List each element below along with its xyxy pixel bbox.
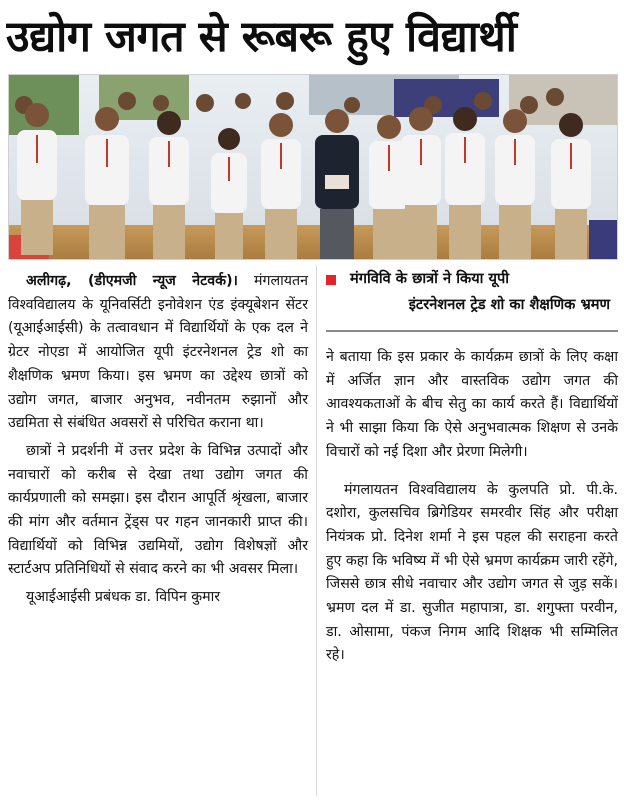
article-right-column bbox=[326, 266, 618, 668]
column-divider bbox=[316, 266, 317, 796]
article-paragraph-1 bbox=[8, 270, 308, 436]
side-heading-line-2: इंटरनेशनल ट्रेड शो का शैक्षणिक भ्रमण bbox=[408, 296, 610, 313]
article-left-column bbox=[8, 266, 308, 610]
dateline: अलीगढ़, (डीएमजी न्यूज नेटवर्क)। bbox=[26, 273, 238, 289]
group-photo-illustration bbox=[9, 75, 618, 260]
side-heading-line-1: मंगविवि के छात्रों ने किया यूपी bbox=[350, 270, 510, 287]
article-paragraph-5: मंगलायतन विश्वविद्यालय के कुलपति प्रो. पी.के. दशोरा, कुलसचिव ब्रिगेडियर समरवीर सिंह और परीक्षा नियंत्रक प्रो. दिनेश शर्मा ने इस पहल की सराहना करते हुए कहा कि भविष्य में भी ऐसे भ्रमण कार्यक्रम जारी रहेंगे, जिससे छात्र सीधे नवाचार और उद्योग जगत से जुड़ सकें। भ्रमण दल में डा. सुजीत महापात्रा, डा. शगुफ्ता परवीन, डा. ओसामा, पंकज निगम आदि शिक्षक भी सम्मिलित रहे। bbox=[326, 481, 618, 664]
article-paragraph-2: छात्रों ने प्रदर्शनी में उत्तर प्रदेश के विभिन्न उत्पादों और नवाचारों को करीब से देखा तथा उद्योग जगत की कार्यप्रणाली को समझा। इस दौरान आपूर्ति श्रृंखला, बाजार की मांग और वर्तमान ट्रेंड्स पर गहन जानकारी प्राप्त की। विद्यार्थियों को विभिन्न उद्यमियों, उद्योग विशेषज्ञों और स्टार्टअप प्रतिनिधियों से संवाद करने का भी अवसर मिला। bbox=[8, 442, 308, 578]
article-paragraph-3: यूआईआईसी प्रबंधक डा. विपिन कुमार bbox=[26, 589, 221, 606]
side-heading bbox=[326, 266, 618, 332]
red-square-bullet-icon bbox=[326, 275, 336, 285]
paragraph-text: मंगलायतन विश्वविद्यालय के यूनिवर्सिटी इनोवेशन एंड इंक्यूबेशन सेंटर (यूआईआईसी) के तत्वावधान में विद्यार्थियों के एक दल ने ग्रेटर नोएडा में आयोजित यूपी इंटरनेशनल ट्रेड शो का शैक्षणिक भ्रमण किया। इस भ्रमण का उद्देश्य छात्रों को उद्योग जगत, बाजार अनुभव, नवीनतम रुझानों और उद्यमिता से संबंधित अवसरों से परिचित कराना था। bbox=[8, 273, 308, 432]
headline: उद्योग जगत से रूबरू हुए विद्यार्थी bbox=[6, 12, 517, 62]
group-photo bbox=[8, 74, 618, 260]
article-paragraph-4: ने बताया कि इस प्रकार के कार्यक्रम छात्रों के लिए कक्षा में अर्जित ज्ञान और वास्तविक उद्योग जगत की आवश्यकताओं के बीच सेतु का कार्य करते हैं। विद्यार्थियों ने भी साझा किया कि ऐसे अनुभवात्मक शिक्षण से उनके विचारों को नई दिशा और प्रेरणा मिलेगी। bbox=[326, 349, 618, 460]
